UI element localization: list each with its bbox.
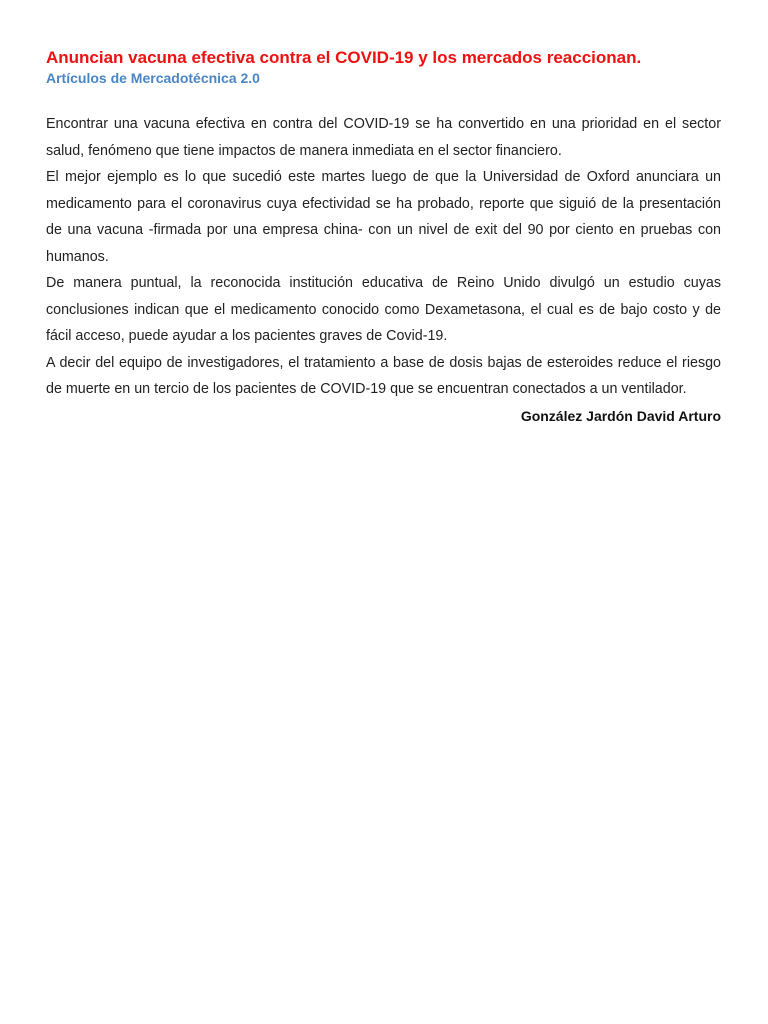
body-paragraph-1: Encontrar una vacuna efectiva en contra del COVID-19 se ha convertido en una prioridad en el sector salud, fenómeno que tiene impactos de manera inmediata en el sector financiero.: [46, 116, 721, 159]
body-paragraph-3: De manera puntual, la reconocida institución educativa de Reino Unido divulgó un estudio cuyas conclusiones indican que el medicamento conocido como Dexametasona, el cual es de bajo costo y de fácil acceso, puede ayudar a los pacientes graves de Covid-19.: [46, 275, 721, 344]
document-page: [46, 47, 721, 430]
article-body: [46, 111, 721, 403]
body-paragraph-4: A decir del equipo de investigadores, el tratamiento a base de dosis bajas de esteroides reduce el riesgo de muerte en un tercio de los pacientes de COVID-19 que se encuentran conectados a un ventilador.: [46, 354, 721, 397]
article-title: Anuncian vacuna efectiva contra el COVID-19 y los mercados reaccionan.: [46, 48, 642, 67]
body-paragraph-2: El mejor ejemplo es lo que sucedió este martes luego de que la Universidad de Oxford anunciara un medicamento para el coronavirus cuya efectividad se ha probado, reporte que siguió de la presentación de una vacuna -firmada por una empresa china- con un nivel de exit del 90 por ciento en pruebas con humanos.: [46, 169, 721, 265]
article-subtitle: Artículos de Mercadotécnica 2.0: [46, 70, 260, 86]
article-author: González Jardón David Arturo: [520, 407, 721, 424]
